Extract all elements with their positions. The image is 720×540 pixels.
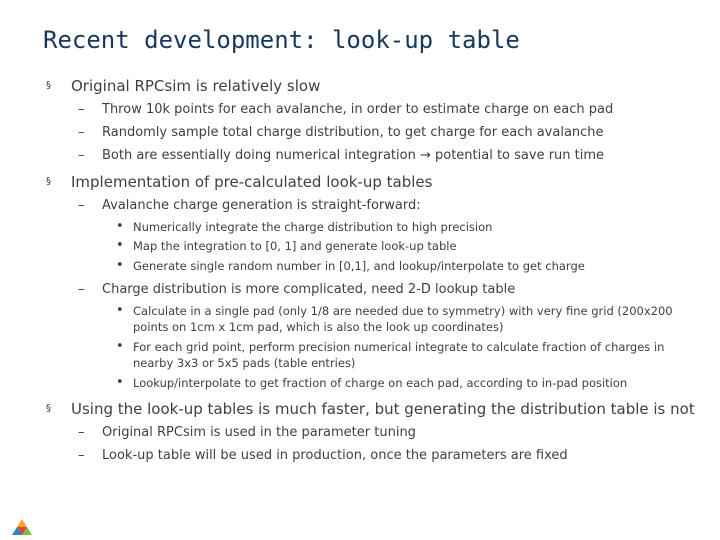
sub-sub-bullet-text: Map the integration to [0, 1] and generate look-up table	[133, 239, 457, 253]
sub-sub-bullet-text: For each grid point, perform precision numerical integrate to calculate fraction of charges in	[133, 340, 665, 354]
dot-marker: •	[116, 339, 124, 354]
sub-bullet-text: Original RPCsim is used in the parameter tuning	[102, 425, 416, 440]
sub-bullet-text-before: Both are essentially doing numerical integration	[102, 148, 416, 163]
slide-title: Recent development: look-up table	[43, 26, 520, 54]
sub-sub-bullet-text: Calculate in a single pad (only 1/8 are needed due to symmetry) with very fine grid (200x200	[133, 304, 673, 318]
dash-marker: –	[78, 198, 85, 213]
sub-bullet-text: Charge distribution is more complicated, need 2-D lookup table	[102, 282, 516, 297]
bullet-2-text: Implementation of pre-calculated look-up tables	[71, 173, 433, 191]
dot-marker: •	[116, 375, 124, 390]
dash-marker: –	[78, 448, 85, 463]
dash-marker: –	[78, 148, 85, 163]
logo-icon	[12, 518, 32, 536]
bullet-1-text: Original RPCsim is relatively slow	[71, 77, 321, 95]
sub-sub-bullet-text: Generate single random number in [0,1], and lookup/interpolate to get charge	[133, 259, 585, 273]
sub-sub-bullet-text: Numerically integrate the charge distribution to high precision	[133, 220, 493, 234]
bullet-marker: §	[46, 403, 51, 414]
sub-sub-bullet-text: Lookup/interpolate to get fraction of charge on each pad, according to in-pad position	[133, 376, 628, 390]
bullet-marker: §	[46, 176, 51, 187]
sub-sub-bullet-text-continued: points on 1cm x 1cm pad, which is also the look up coordinates)	[133, 320, 504, 334]
right-arrow-icon: →	[419, 148, 431, 163]
sub-bullet-text: Randomly sample total charge distribution, to get charge for each avalanche	[102, 125, 604, 140]
sub-sub-bullet-text-continued: nearby 3x3 or 5x5 pads (table entries)	[133, 356, 356, 370]
dot-marker: •	[116, 219, 124, 234]
sub-bullet-text: Look-up table will be used in production, once the parameters are fixed	[102, 448, 568, 463]
dot-marker: •	[116, 258, 124, 273]
dash-marker: –	[78, 425, 85, 440]
dot-marker: •	[116, 238, 124, 253]
dash-marker: –	[78, 102, 85, 117]
bullet-marker: §	[46, 80, 51, 91]
dot-marker: •	[116, 303, 124, 318]
dash-marker: –	[78, 282, 85, 297]
dash-marker: –	[78, 125, 85, 140]
sub-bullet-text: Avalanche charge generation is straight-forward:	[102, 198, 421, 213]
sub-bullet-text	[102, 148, 604, 163]
bullet-3-text: Using the look-up tables is much faster, but generating the distribution table is not	[71, 400, 695, 418]
sub-bullet-text: Throw 10k points for each avalanche, in order to estimate charge on each pad	[102, 102, 614, 117]
sub-bullet-text-after: potential to save run time	[435, 148, 605, 163]
